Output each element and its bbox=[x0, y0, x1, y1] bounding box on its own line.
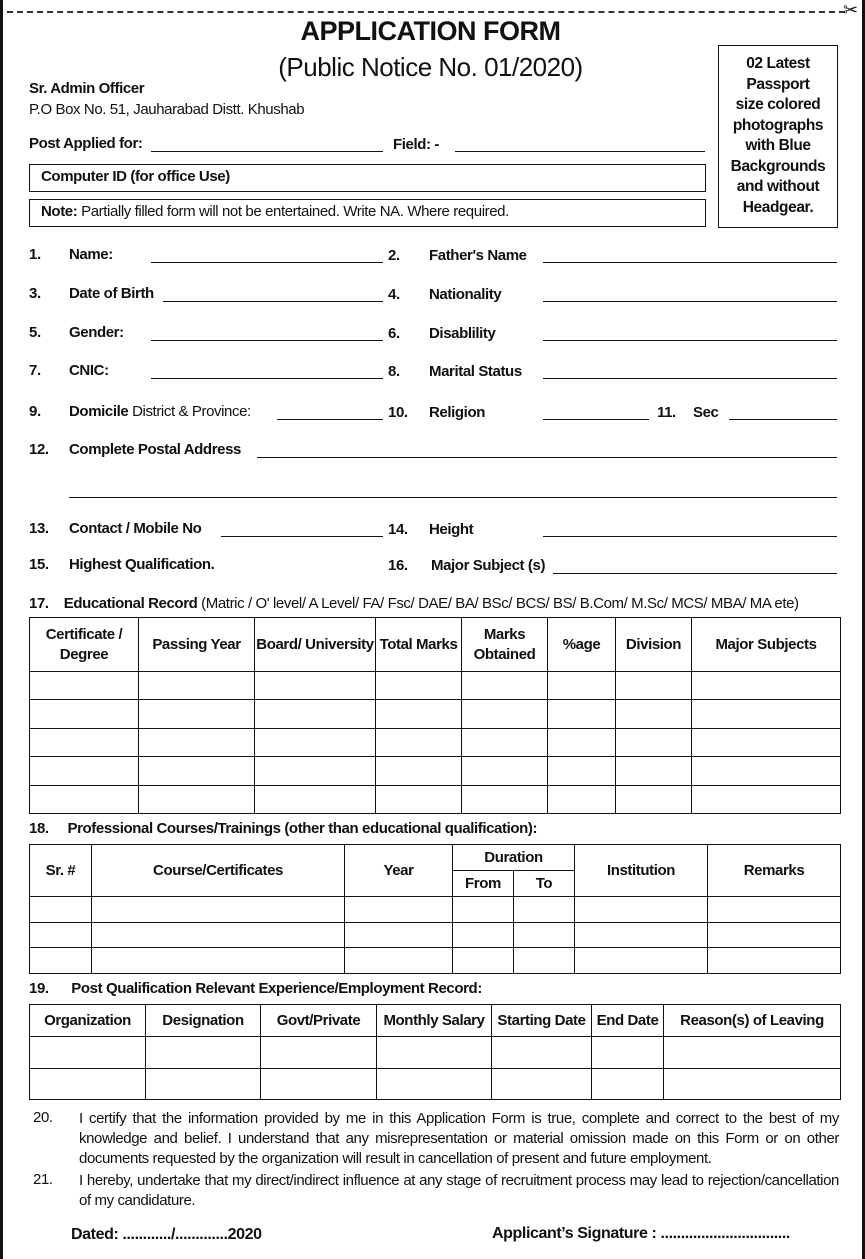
field-number: 12. bbox=[29, 441, 49, 458]
table-cell[interactable] bbox=[514, 922, 575, 948]
table-cell[interactable] bbox=[30, 700, 139, 728]
dated-field[interactable]: Dated: ............/.............2020 bbox=[71, 1226, 262, 1243]
photo-instruction-line: Passport bbox=[746, 75, 810, 93]
field-input[interactable] bbox=[543, 419, 649, 420]
declaration-20: I certify that the information provided by me in this Application Form is true, complete and correct to the best of my knowledge and belief. I understand that any misrepresentation or material omission made on this Form or on other documents requested by the organization will result in cancellation of present and future employment. bbox=[79, 1110, 839, 1167]
post-applied-label: Post Applied for: bbox=[29, 135, 143, 152]
field-input[interactable] bbox=[543, 301, 837, 302]
table-cell[interactable] bbox=[345, 922, 453, 948]
cut-line bbox=[7, 11, 845, 13]
column-header: Division bbox=[616, 618, 692, 672]
field-label: Domicile District & Province: bbox=[69, 403, 251, 420]
field-label: Name: bbox=[69, 246, 113, 263]
field-number: 15. bbox=[29, 556, 49, 573]
note-box: Note: Partially filled form will not be entertained. Write NA. Where required. bbox=[29, 199, 706, 227]
field-number: 2. bbox=[388, 247, 400, 264]
table-cell[interactable] bbox=[692, 672, 841, 700]
table-cell[interactable] bbox=[592, 1037, 664, 1069]
table-cell[interactable] bbox=[462, 672, 548, 700]
table-cell[interactable] bbox=[376, 757, 462, 785]
declaration-21: I hereby, undertake that my direct/indirect influence at any stage of recruitment process may lead to rejection/cancellation of my candidature. bbox=[79, 1172, 839, 1209]
field-label: Field: - bbox=[393, 136, 439, 153]
experience-section-label: 19. Post Qualification Relevant Experience/Employment Record: bbox=[29, 980, 482, 997]
field-label: Height bbox=[429, 521, 474, 538]
table-row bbox=[30, 1068, 841, 1100]
table-cell[interactable] bbox=[261, 1037, 377, 1069]
field-input[interactable] bbox=[729, 419, 837, 420]
table-cell[interactable] bbox=[30, 757, 139, 785]
table-cell[interactable] bbox=[453, 948, 514, 974]
table-row bbox=[30, 757, 841, 785]
table-cell[interactable] bbox=[616, 700, 692, 728]
column-header: Board/ University bbox=[255, 618, 376, 672]
table-cell[interactable] bbox=[692, 728, 841, 756]
field-input[interactable] bbox=[221, 536, 383, 537]
column-header: Duration bbox=[453, 845, 575, 871]
field-input[interactable] bbox=[69, 497, 837, 498]
column-header: Remarks bbox=[708, 845, 841, 897]
photo-instruction-line: size colored bbox=[735, 96, 821, 113]
table-row bbox=[30, 897, 841, 923]
column-header: To bbox=[514, 871, 575, 897]
field-number: 14. bbox=[388, 521, 408, 538]
column-header: %age bbox=[548, 618, 616, 672]
column-header: Govt/Private bbox=[261, 1005, 377, 1037]
table-cell[interactable] bbox=[708, 897, 841, 923]
table-cell[interactable] bbox=[92, 948, 345, 974]
table-cell[interactable] bbox=[376, 785, 462, 813]
table-cell[interactable] bbox=[30, 785, 139, 813]
field-input[interactable] bbox=[543, 340, 837, 341]
photo-instruction-line: with Blue bbox=[745, 137, 811, 154]
table-cell[interactable] bbox=[492, 1037, 592, 1069]
field-number: 8. bbox=[388, 363, 400, 380]
field-number: 9. bbox=[29, 403, 41, 420]
table-cell[interactable] bbox=[139, 672, 255, 700]
professional-courses-table bbox=[29, 844, 841, 974]
field-label: Major Subject (s) bbox=[431, 557, 546, 574]
field-label: Nationality bbox=[429, 286, 502, 303]
column-header: Institution bbox=[575, 845, 708, 897]
field-label: Sec bbox=[693, 404, 719, 421]
table-cell[interactable] bbox=[139, 700, 255, 728]
scissors-icon: ✂ bbox=[843, 0, 859, 20]
applicant-signature-field[interactable]: Applicant’s Signature : ................................ bbox=[492, 1225, 790, 1242]
courses-section-label: 18. Professional Courses/Trainings (other than educational qualification): bbox=[29, 820, 538, 837]
column-header: Starting Date bbox=[492, 1005, 592, 1037]
table-cell[interactable] bbox=[692, 700, 841, 728]
table-cell[interactable] bbox=[146, 1068, 261, 1100]
photo-instruction-line: and without bbox=[736, 178, 820, 195]
field-input[interactable] bbox=[543, 378, 837, 379]
table-cell[interactable] bbox=[462, 700, 548, 728]
table-cell[interactable] bbox=[616, 757, 692, 785]
table-cell[interactable] bbox=[255, 757, 376, 785]
employment-record-table bbox=[29, 1004, 841, 1100]
column-header: From bbox=[453, 871, 514, 897]
table-cell[interactable] bbox=[453, 897, 514, 923]
table-cell[interactable] bbox=[376, 728, 462, 756]
field-number: 16. bbox=[388, 557, 408, 574]
table-cell[interactable] bbox=[616, 728, 692, 756]
table-cell[interactable] bbox=[708, 948, 841, 974]
field-input[interactable] bbox=[151, 340, 383, 341]
table-cell[interactable] bbox=[30, 948, 92, 974]
table-cell[interactable] bbox=[30, 1037, 146, 1069]
table-cell[interactable] bbox=[592, 1068, 664, 1100]
column-header: Passing Year bbox=[139, 618, 255, 672]
field-number: 11. bbox=[657, 404, 676, 421]
column-header: End Date bbox=[592, 1005, 664, 1037]
table-cell[interactable] bbox=[376, 672, 462, 700]
table-cell[interactable] bbox=[139, 757, 255, 785]
table-cell[interactable] bbox=[30, 897, 92, 923]
column-header: Course/Certificates bbox=[92, 845, 345, 897]
table-row bbox=[30, 948, 841, 974]
field-input[interactable] bbox=[543, 536, 837, 537]
column-header: Year bbox=[345, 845, 453, 897]
table-cell[interactable] bbox=[146, 1037, 261, 1069]
table-cell[interactable] bbox=[462, 728, 548, 756]
field-label: Date of Birth bbox=[69, 285, 154, 302]
field-label: Marital Status bbox=[429, 363, 522, 380]
table-row bbox=[30, 728, 841, 756]
address: P.O Box No. 51, Jauharabad Distt. Khushab bbox=[29, 101, 305, 118]
table-row bbox=[30, 1037, 841, 1069]
table-cell[interactable] bbox=[92, 897, 345, 923]
field-label: Father's Name bbox=[429, 247, 527, 264]
declaration-number: 20. bbox=[33, 1109, 53, 1126]
table-row bbox=[30, 672, 841, 700]
field-label: Highest Qualification. bbox=[69, 556, 215, 573]
table-cell[interactable] bbox=[548, 757, 616, 785]
column-header: Reason(s) of Leaving bbox=[664, 1005, 841, 1037]
table-cell[interactable] bbox=[345, 948, 453, 974]
column-header: Sr. # bbox=[30, 845, 92, 897]
table-cell[interactable] bbox=[30, 922, 92, 948]
field-label: Contact / Mobile No bbox=[69, 520, 202, 537]
table-cell[interactable] bbox=[377, 1068, 492, 1100]
post-applied-input[interactable] bbox=[151, 151, 383, 152]
addressee: Sr. Admin Officer bbox=[29, 80, 145, 97]
table-cell[interactable] bbox=[261, 1068, 377, 1100]
public-notice: (Public Notice No. 01/2020) bbox=[278, 52, 583, 82]
column-header: Designation bbox=[146, 1005, 261, 1037]
field-input[interactable] bbox=[163, 301, 383, 302]
form-title: APPLICATION FORM bbox=[300, 16, 561, 46]
field-input[interactable] bbox=[257, 457, 837, 458]
photo-instruction-line: Backgrounds bbox=[730, 157, 826, 175]
column-header: Certificate / Degree bbox=[30, 618, 139, 672]
table-cell[interactable] bbox=[377, 1037, 492, 1069]
table-cell[interactable] bbox=[575, 948, 708, 974]
table-row bbox=[30, 700, 841, 728]
field-number: 7. bbox=[29, 362, 41, 379]
field-input[interactable] bbox=[151, 262, 383, 263]
table-cell[interactable] bbox=[376, 700, 462, 728]
column-header: Total Marks bbox=[376, 618, 462, 672]
field-number: 13. bbox=[29, 520, 49, 537]
field-label: Complete Postal Address bbox=[69, 441, 241, 458]
field-label: Religion bbox=[429, 404, 485, 421]
table-cell[interactable] bbox=[492, 1068, 592, 1100]
table-cell[interactable] bbox=[139, 785, 255, 813]
photo-instruction-line: 02 Latest bbox=[746, 55, 810, 72]
table-cell[interactable] bbox=[548, 728, 616, 756]
field-label: Disablility bbox=[429, 325, 496, 342]
table-cell[interactable] bbox=[255, 785, 376, 813]
table-cell[interactable] bbox=[575, 922, 708, 948]
table-cell[interactable] bbox=[616, 785, 692, 813]
table-cell[interactable] bbox=[453, 922, 514, 948]
table-cell[interactable] bbox=[139, 728, 255, 756]
field-number: 5. bbox=[29, 324, 41, 341]
column-header: Marks Obtained bbox=[462, 618, 548, 672]
table-cell[interactable] bbox=[548, 700, 616, 728]
table-row bbox=[30, 922, 841, 948]
table-cell[interactable] bbox=[616, 672, 692, 700]
field-label: CNIC: bbox=[69, 362, 109, 379]
field-number: 1. bbox=[29, 246, 41, 263]
column-header: Organization bbox=[30, 1005, 146, 1037]
field-input[interactable] bbox=[455, 151, 705, 152]
table-row bbox=[30, 785, 841, 813]
field-number: 10. bbox=[388, 404, 408, 421]
table-cell[interactable] bbox=[692, 785, 841, 813]
photo-instruction-line: Headgear. bbox=[742, 198, 814, 216]
table-cell[interactable] bbox=[664, 1068, 841, 1100]
computer-id-box: Computer ID (for office Use) bbox=[29, 164, 706, 192]
table-cell[interactable] bbox=[345, 897, 453, 923]
table-cell[interactable] bbox=[30, 672, 139, 700]
field-input[interactable] bbox=[553, 573, 837, 574]
photo-box bbox=[718, 45, 838, 228]
table-cell[interactable] bbox=[255, 672, 376, 700]
table-cell[interactable] bbox=[548, 785, 616, 813]
table-cell[interactable] bbox=[514, 897, 575, 923]
field-input[interactable] bbox=[543, 262, 837, 263]
declaration-number: 21. bbox=[33, 1171, 53, 1188]
field-input[interactable] bbox=[277, 419, 383, 420]
table-cell[interactable] bbox=[255, 700, 376, 728]
table-cell[interactable] bbox=[30, 1068, 146, 1100]
table-cell[interactable] bbox=[708, 922, 841, 948]
table-cell[interactable] bbox=[664, 1037, 841, 1069]
column-header: Major Subjects bbox=[692, 618, 841, 672]
field-number: 6. bbox=[388, 325, 400, 342]
column-header: Monthly Salary bbox=[377, 1005, 492, 1037]
table-cell[interactable] bbox=[514, 948, 575, 974]
table-cell[interactable] bbox=[92, 922, 345, 948]
table-cell[interactable] bbox=[575, 897, 708, 923]
table-cell[interactable] bbox=[30, 728, 139, 756]
table-cell[interactable] bbox=[692, 757, 841, 785]
educational-record-table bbox=[29, 617, 841, 814]
table-cell[interactable] bbox=[255, 728, 376, 756]
table-cell[interactable] bbox=[548, 672, 616, 700]
edu-section-label: 17. Educational Record (Matric / O' level/ A Level/ FA/ Fsc/ DAE/ BA/ BSc/ BCS/ BS/ B.Com/ M.Sc/ MCS/ MBA/ MA ete) bbox=[29, 595, 799, 612]
photo-instruction-line: photographs bbox=[732, 116, 824, 134]
field-number: 3. bbox=[29, 285, 41, 302]
field-number: 4. bbox=[388, 286, 400, 303]
field-input[interactable] bbox=[151, 378, 383, 379]
table-cell[interactable] bbox=[462, 757, 548, 785]
table-cell[interactable] bbox=[462, 785, 548, 813]
field-label: Gender: bbox=[69, 324, 124, 341]
